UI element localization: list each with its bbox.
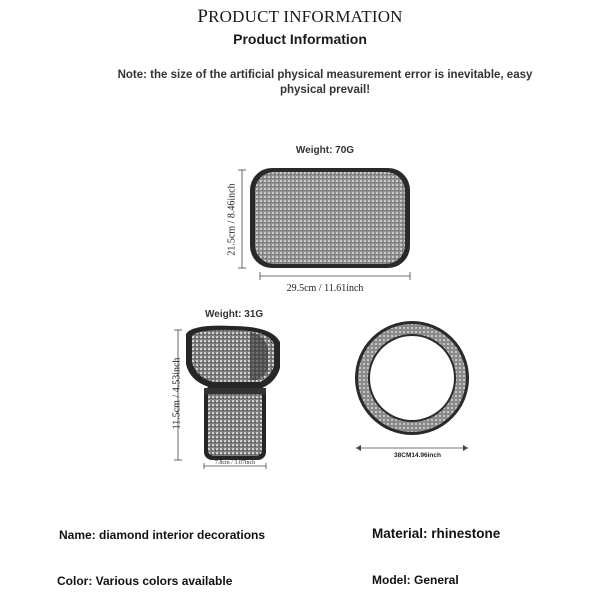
page-title: PRODUCT INFORMATION — [197, 6, 403, 27]
armrest-height-label: 21.5cm / 8.46inch — [226, 183, 238, 256]
gear-cover-height-label: 11.5cm / 4.53inch — [171, 357, 183, 430]
gear-cover-width-label: 7.8cm / 3.07inch — [214, 460, 256, 466]
armrest-width-label: 29.5cm / 11.61inch — [286, 283, 364, 294]
spec-model: Model: General — [372, 573, 459, 587]
spec-material: Material: rhinestone — [372, 526, 501, 541]
armrest-weight: Weight: 70G — [295, 145, 355, 156]
gear-cover-weight: Weight: 31G — [205, 309, 264, 320]
wheel-cover-image — [350, 318, 480, 458]
spec-name: Name: diamond interior decorations — [59, 528, 266, 542]
page-subtitle: Product Information — [233, 31, 367, 47]
spec-color: Color: Various colors available — [57, 574, 233, 588]
armrest-pad-image — [220, 160, 420, 300]
gear-cover-image — [172, 320, 292, 470]
measurement-note: Note: the size of the artificial physical measurement error is inevitable, easy physical prevail! — [117, 69, 533, 96]
wheel-cover-diameter-label: 38CM14.96inch — [394, 452, 441, 459]
